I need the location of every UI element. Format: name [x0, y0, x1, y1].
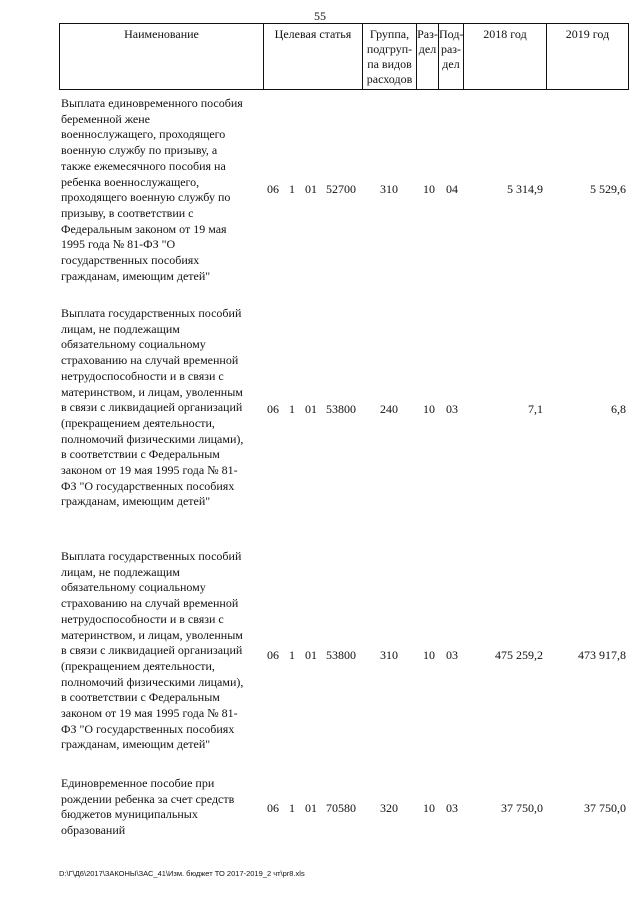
- expense-group: 320: [380, 801, 398, 815]
- row-name: Выплата единовременного пособия беременной жене военнослужащего, проходящего военную службу по призыву, а также ежемесячного пособия на ребенка военнослужащего, проходящего военную службу по призыву, в соответствии с Федеральным законом от 19 мая 1995 года № 81-ФЗ "О государственных пособиях гражданам, имеющим детей": [61, 96, 243, 283]
- table-row: [59, 776, 629, 840]
- target-code-direction: 70580: [326, 801, 356, 815]
- section: 10: [423, 648, 435, 662]
- target-code-main: 01: [305, 182, 317, 196]
- header-section: Раз- дел: [416, 24, 438, 89]
- file-path-footer: D:\Г\Д6\2017\ЗАКОНЫ\ЗАС_41\Изм. бюджет ТО 2017-2019_2 чт\pr8.xls: [59, 869, 305, 878]
- target-code-program: 06: [267, 801, 279, 815]
- header-target-article: Целевая статья: [263, 24, 362, 89]
- amount-2018: 7,1: [528, 402, 543, 416]
- row-name: Выплата государственных пособий лицам, не подлежащим обязательному социальному страхованию на случай временной нетрудоспособности и в связи с материнством, и лицам, уволенным в связи с ликвидацией организаций (прекращением деятельности, полномочий физическими лицами), в соответствии с Федеральным законом от 19 мая 1995 года № 81- ФЗ "О государственных пособиях гражданам, имеющим детей": [61, 549, 244, 752]
- section: 10: [423, 402, 435, 416]
- target-code-program: 06: [267, 182, 279, 196]
- amount-2018: 475 259,2: [495, 648, 543, 662]
- header-group: Группа, подгруп- па видов расходов: [362, 24, 416, 89]
- amount-2019: 37 750,0: [584, 801, 626, 815]
- target-code-subprogram: 1: [289, 801, 295, 815]
- table-row: [59, 549, 629, 759]
- section: 10: [423, 801, 435, 815]
- target-code-subprogram: 1: [289, 648, 295, 662]
- target-code-direction: 53800: [326, 402, 356, 416]
- target-code-direction: 53800: [326, 648, 356, 662]
- expense-group: 240: [380, 402, 398, 416]
- subsection: 03: [446, 648, 458, 662]
- target-code-program: 06: [267, 402, 279, 416]
- expense-group: 310: [380, 182, 398, 196]
- subsection: 04: [446, 182, 458, 196]
- target-code-subprogram: 1: [289, 182, 295, 196]
- section: 10: [423, 182, 435, 196]
- header-year-2018: 2018 год: [463, 24, 546, 89]
- amount-2019: 5 529,6: [590, 182, 626, 196]
- page-number: 55: [314, 9, 326, 23]
- target-code-subprogram: 1: [289, 402, 295, 416]
- table-row: [59, 96, 629, 296]
- row-name: Выплата государственных пособий лицам, не подлежащим обязательному социальному страхованию на случай временной нетрудоспособности и в связи с материнством, и лицам, уволенным в связи с ликвидацией организаций (прекращением деятельности, полномочий физическими лицами), в соответствии с Федеральным законом от 19 мая 1995 года № 81- ФЗ "О государственных пособиях гражданам, имеющим детей": [61, 306, 244, 509]
- amount-2019: 6,8: [611, 402, 626, 416]
- row-name: Единовременное пособие при рождении ребенка за счет средств бюджетов муниципальных образований: [61, 776, 235, 838]
- target-code-main: 01: [305, 648, 317, 662]
- target-code-program: 06: [267, 648, 279, 662]
- amount-2018: 5 314,9: [507, 182, 543, 196]
- subsection: 03: [446, 402, 458, 416]
- header-year-2019: 2019 год: [546, 24, 628, 89]
- expense-group: 310: [380, 648, 398, 662]
- target-code-main: 01: [305, 801, 317, 815]
- table-header: [59, 23, 629, 90]
- amount-2018: 37 750,0: [501, 801, 543, 815]
- subsection: 03: [446, 801, 458, 815]
- amount-2019: 473 917,8: [578, 648, 626, 662]
- target-code-main: 01: [305, 402, 317, 416]
- target-code-direction: 52700: [326, 182, 356, 196]
- header-subsection: Под- раз- дел: [438, 24, 463, 89]
- header-name: Наименование: [124, 27, 199, 41]
- table-row: [59, 306, 629, 516]
